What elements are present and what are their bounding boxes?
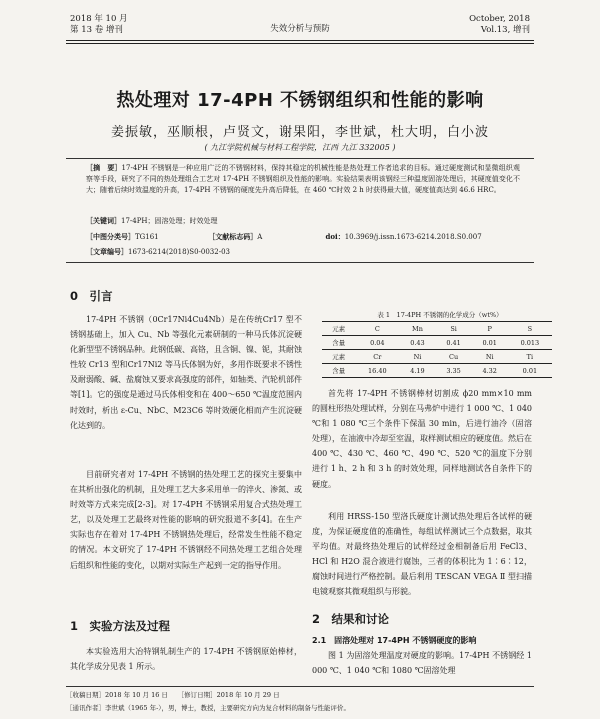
doc-code-label: ［文献标志码］ — [208, 232, 258, 241]
table-cell: 3.35 — [436, 364, 472, 378]
clc-label: ［中图分类号］ — [86, 232, 135, 241]
table-cell: 0.41 — [446, 338, 461, 347]
table-row — [322, 350, 552, 364]
method-paragraph-2: 首先将 17-4PH 不锈钢棒材切割成 ϕ20 mm×10 mm 的圆柱形热处理试样，分别在马弗炉中进行 1 000 ℃、1 040 ℃和 1 080 ℃三个条件下保温 30 min，后进行油冷（固溶处理），在油液中冷却至室温，取样测试相应的硬度值。然后在 400 ℃、430 ℃、460 ℃、490 ℃、520 ℃的温度下分别进行 1 h、2 h 和 3 h 的时效处理，同样地测试各自条件下的硬度。 — [312, 389, 532, 489]
table-cell: Cr — [355, 350, 399, 364]
header-issue-cn: 第 13 卷 增刊 — [70, 25, 123, 35]
table-cell: P — [472, 322, 508, 336]
keywords-text: 17-4PH；固溶处理；时效处理 — [121, 217, 218, 225]
header-rule — [66, 40, 534, 41]
keywords-line — [86, 216, 218, 226]
intro-paragraph-1: 17-4PH 不锈钢（0Cr17Ni4Cu4Nb）是在传统Cr17 型不锈钢基础上，加入 Cu、Nb 等强化元素研制的一种马氏体沉淀硬化新型型不锈钢品种。此钢低碳、高铬，且含铜、镍、铌，其耐蚀性较 Cr13 型和Cr17Ni2 等马氏体钢为好，多用作既要求不锈性及耐弱酸、碱、盐腐蚀又要求高强度的部件，如轴类、汽轮机部件等[1]。它的强度是通过马氏体相变和在 400～650 ℃温度范围内时效时，析出 ε-Cu、NbC、M23C6 等时效硬化相而产生沉淀硬化达到的。 — [70, 315, 302, 430]
table-cell: 0.01 — [508, 364, 552, 378]
abstract-text: 17-4PH 不锈钢是一种应用广泛的不锈钢材料，保持其稳定的机械性能是热处理工作者追求的目标。通过硬度测试和显微组织观察等手段，研究了不同的热处理组合工艺对 17-4PH 不锈钢组织及性能的影响。实验结果表明该钢经三种温度固溶处理后，其硬度值变化不大；随着后续时效温度的升高，17-4PH 不锈钢的硬度先升高后降低，在 460 ℃时效 2 h 时获得最大值，硬度值高达到 46.6 HRC。 — [86, 164, 520, 195]
doi-value: 10.3969/j.issn.1673-6214.2018.S0.007 — [344, 233, 482, 241]
doi-label: doi： — [325, 232, 345, 241]
article-id-value: 1673-6214(2018)S0-0032-03 — [128, 248, 230, 256]
section-method-title: 1 实验方法及过程 — [70, 619, 171, 633]
clc-field — [86, 232, 206, 242]
table-cell: 4.19 — [399, 364, 435, 378]
table-cell: Mn — [399, 322, 435, 336]
doc-code-value: A — [257, 233, 263, 241]
table-cell: 0.43 — [410, 338, 425, 347]
composition-table — [322, 321, 552, 378]
doi-field — [325, 232, 481, 242]
header-right — [469, 14, 530, 36]
section-results-title: 2 结果和讨论 — [312, 612, 390, 626]
table-row — [322, 364, 552, 378]
table-cell: Ni — [472, 350, 508, 364]
abstract-top-rule — [66, 158, 534, 159]
results-paragraph-1: 图 1 为固溶处理温度对硬度的影响。17-4PH 不锈钢经 1 000 ℃、1 040 ℃和 1080 ℃固溶处理 — [312, 651, 532, 676]
paper-title: 热处理对 17-4PH 不锈钢组织和性能的影响 — [116, 90, 484, 111]
table-cell: Cu — [436, 350, 472, 364]
subsection-2-1-title: 2.1 固溶处理对 17-4PH 不锈钢硬度的影响 — [312, 636, 477, 645]
table-cell: 16.40 — [355, 364, 399, 378]
abstract-label: ［摘 要］ — [86, 163, 122, 172]
table-cell: 含量 — [322, 364, 355, 378]
table-cell: 含量 — [332, 339, 346, 347]
method-paragraph-3: 利用 HRSS-150 型洛氏硬度计测试热处理后各试样的硬度，为保证硬度值的准确性，每组试样测试三个点数据，取其平均值。对最终热处理后的试样经过金相制备后用 FeCl3、HCl 和 H2O 混合液进行腐蚀，三者的体积比为 1∶6∶12，腐蚀时间进行严格控制。最后利用 TESCAN VEGA Ⅱ 型扫描电镜观察其微观组织与形貌。 — [312, 512, 532, 597]
table-row — [322, 322, 552, 336]
table-cell: S — [508, 322, 552, 336]
table-cell: Ti — [508, 350, 552, 364]
clc-value: TG161 — [135, 233, 159, 241]
method-paragraph-1: 本实验选用大冶特钢轧制生产的 17-4PH 不锈钢原始棒材，其化学成分见表 1 所示。 — [70, 647, 302, 672]
affiliation: ( 九江学院机械与材料工程学院，江西 九江 332005 ) — [204, 143, 396, 152]
section-intro-title: 0 引言 — [70, 289, 113, 303]
table-row — [322, 336, 552, 350]
table-caption: 表 1 17-4PH 不锈钢的化学成分（wt%） — [377, 311, 503, 319]
table-cell: 元素 — [322, 322, 355, 336]
doc-code-field — [208, 232, 323, 242]
header-date-cn: 2018 年 10 月 — [70, 14, 128, 24]
table-cell: 0.01 — [482, 338, 497, 347]
table-cell: 0.013 — [520, 338, 540, 347]
abstract-bottom-rule — [66, 262, 534, 263]
footer-bio: ［通讯作者］李世斌（1965 年-），男，博士，教授，主要研究方向为复合材料的制备与性能评价。 — [66, 704, 351, 712]
table-cell: 元素 — [322, 350, 355, 364]
classification-line — [86, 232, 520, 242]
abstract-block — [86, 162, 520, 197]
header-date-en: October, 2018 — [469, 14, 530, 24]
table-cell: C — [355, 322, 399, 336]
header-journal: 失效分析与预防 — [270, 24, 330, 34]
table-cell: 4.32 — [472, 364, 508, 378]
table-cell: Si — [436, 322, 472, 336]
footer-received: ［收稿日期］2018 年 10 月 16 日 ［修订日期］2018 年 10 月 29 日 — [66, 691, 280, 699]
intro-paragraph-2: 目前研究者对 17-4PH 不锈钢的热处理工艺的探究主要集中在其析出强化的机制，且处理工艺大多采用单一的淬火、渗氮、或时效等方式来完成[2-3]。对 17-4PH 不锈钢采用复合式热处理工艺，以及处理工艺最终对性能的影响的研究报道不多[4]。在生产实际也存在着对 17-4PH 不锈钢热处理后，经常发生性能不稳定的情况。本文研究了 17-4PH 不锈钢经不同热处理工艺组合处理后组织和性能的变化，以期对实际生产起到一定的指导作用。 — [70, 470, 302, 570]
table-cell: Ni — [399, 350, 435, 364]
table-cell: 0.04 — [370, 338, 385, 347]
header-issue-en: Vol.13, 增刊 — [480, 25, 530, 35]
author-list: 姜振敏，巫顺根，卢贤文，谢果阳，李世斌，杜大明，白小波 — [110, 125, 489, 140]
article-id-line — [86, 247, 230, 257]
keywords-label: ［关键词］ — [86, 216, 121, 225]
header-rule-thin — [66, 43, 534, 44]
footer-rule — [66, 686, 534, 687]
article-id-label: ［文章编号］ — [86, 247, 128, 256]
